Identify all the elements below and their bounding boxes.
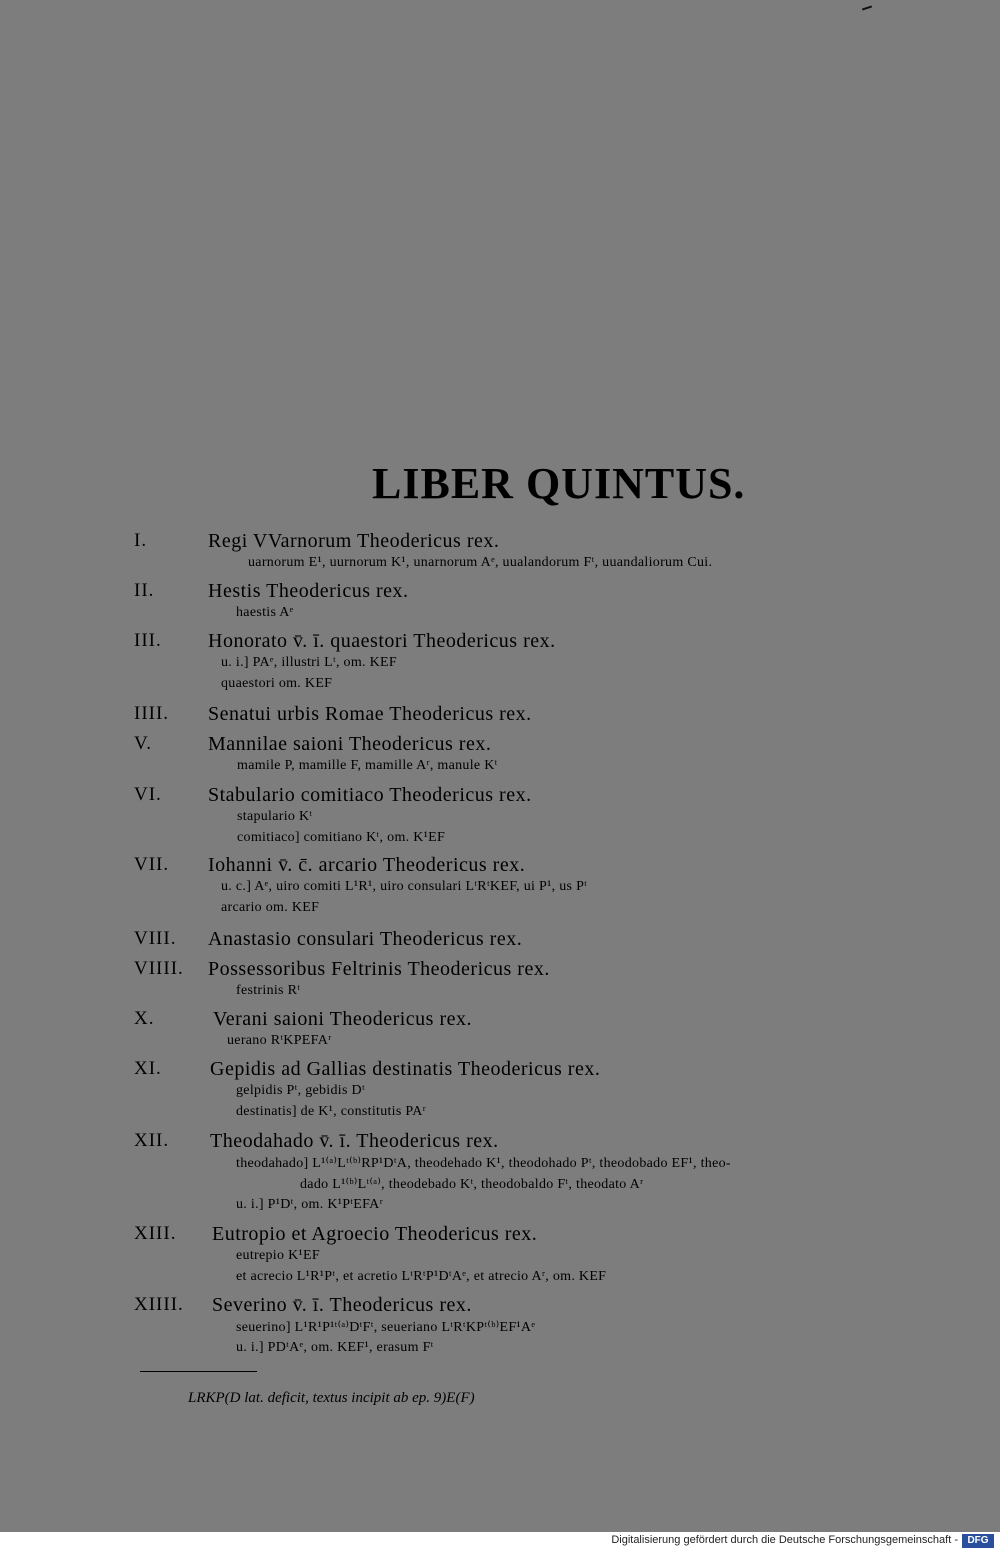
variant-reading: gelpidis Pᵗ, gebidis Dᵗ xyxy=(236,1083,365,1098)
variant-reading: uarnorum E¹, uurnorum K¹, unarnorum Aᵉ, uualandorum Fᵗ, uuandaliorum Cui. xyxy=(248,555,713,570)
variant-reading: dado L¹⁽ᵇ⁾Lᵗ⁽ᵃ⁾, theodebado Kᵗ, theodobaldo Fᵗ, theodato Aʳ xyxy=(300,1177,644,1192)
entry-heading: Verani saioni Theodericus rex. xyxy=(213,1008,472,1030)
variant-reading: u. i.] P¹Dᵗ, om. K¹PᵗEFAʳ xyxy=(236,1197,383,1212)
variant-reading: theodahado] L¹⁽ᵃ⁾Lᵗ⁽ᵇ⁾RP¹DᵗA, theodehado K¹, theodohado Pᵗ, theodobado EF¹, theo- xyxy=(236,1156,731,1171)
variant-reading: arcario om. KEF xyxy=(221,900,320,915)
variant-reading: seuerino] L¹R¹P¹ᵗ⁽ᵃ⁾DᵗFᵗ, seueriano LᵗRᵗKPᵗ⁽ᵇ⁾EF¹Aᵉ xyxy=(236,1320,536,1335)
entry-number: VI. xyxy=(134,784,162,805)
book-title: LIBER QUINTUS. xyxy=(372,459,746,508)
entry-heading: Hestis Theodericus rex. xyxy=(208,580,409,602)
entry-number: VII. xyxy=(134,854,170,875)
entry-number: IIII. xyxy=(134,703,170,724)
entry-heading: Senatui urbis Romae Theodericus rex. xyxy=(208,703,532,725)
variant-reading: u. i.] PDᵗAᵉ, om. KEF¹, erasum Fᵗ xyxy=(236,1340,434,1355)
credit-bar xyxy=(0,1532,1000,1551)
entry-heading: Iohanni v̄. c̄. arcario Theodericus rex. xyxy=(208,854,526,876)
footnote-rule xyxy=(140,1371,257,1372)
entry-number: II. xyxy=(134,580,155,601)
entry-number: I. xyxy=(134,530,148,551)
variant-reading: eutrepio K¹EF xyxy=(236,1248,320,1263)
entry-heading: Eutropio et Agroecio Theodericus rex. xyxy=(212,1223,538,1245)
entry-number: XII. xyxy=(134,1130,170,1151)
credit-text: Digitalisierung gefördert durch die Deutsche Forschungsgemeinschaft - xyxy=(611,1534,958,1546)
entry-number: VIII. xyxy=(134,928,177,949)
entry-number: XIII. xyxy=(134,1223,177,1244)
variant-reading: u. i.] PAᵉ, illustri Lᵗ, om. KEF xyxy=(221,655,397,670)
entry-heading: Honorato v̄. ī. quaestori Theodericus rex. xyxy=(208,630,556,652)
entry-heading: Stabulario comitiaco Theodericus rex. xyxy=(208,784,532,806)
variant-reading: haestis Aᵉ xyxy=(236,605,294,620)
variant-reading: festrinis Rᵗ xyxy=(236,983,301,998)
entry-heading: Anastasio consulari Theodericus rex. xyxy=(208,928,523,950)
footnote: LRKP(D lat. deficit, textus incipit ab ep. 9)E(F) xyxy=(188,1390,475,1406)
entry-heading: Possessoribus Feltrinis Theodericus rex. xyxy=(208,958,550,980)
entry-heading: Theodahado v̄. ī. Theodericus rex. xyxy=(210,1130,499,1152)
entry-number: V. xyxy=(134,733,153,754)
variant-reading: mamile P, mamille F, mamille Aʳ, manule Kᵗ xyxy=(237,758,498,773)
entry-heading: Severino v̄. ī. Theodericus rex. xyxy=(212,1294,472,1316)
variant-reading: comitiaco] comitiano Kᵗ, om. K¹EF xyxy=(237,830,446,845)
dfg-logo: DFG xyxy=(962,1534,994,1548)
entry-number: X. xyxy=(134,1008,155,1029)
variant-reading: quaestori om. KEF xyxy=(221,676,333,691)
entry-number: XI. xyxy=(134,1058,162,1079)
entry-heading: Mannilae saioni Theodericus rex. xyxy=(208,733,492,755)
variant-reading: u. c.] Aᵉ, uiro comiti L¹R¹, uiro consulari LᵗRᵗKEF, ui P¹, us Pᵗ xyxy=(221,879,588,894)
entry-number: XIIII. xyxy=(134,1294,184,1315)
variant-reading: uerano RᵗKPEFAʳ xyxy=(227,1033,332,1048)
entry-number: III. xyxy=(134,630,162,651)
entry-number: VIIII. xyxy=(134,958,184,979)
variant-reading: et acrecio L¹R¹Pᵗ, et acretio LᵗRᵗP¹DᵗAᵉ, et atrecio Aʳ, om. KEF xyxy=(236,1269,607,1284)
variant-reading: destinatis] de K¹, constitutis PAʳ xyxy=(236,1104,426,1119)
entry-heading: Regi VVarnorum Theodericus rex. xyxy=(208,530,500,552)
scan-mark xyxy=(862,6,872,11)
entry-heading: Gepidis ad Gallias destinatis Theodericus rex. xyxy=(210,1058,601,1080)
variant-reading: stapulario Kᵗ xyxy=(237,809,313,824)
